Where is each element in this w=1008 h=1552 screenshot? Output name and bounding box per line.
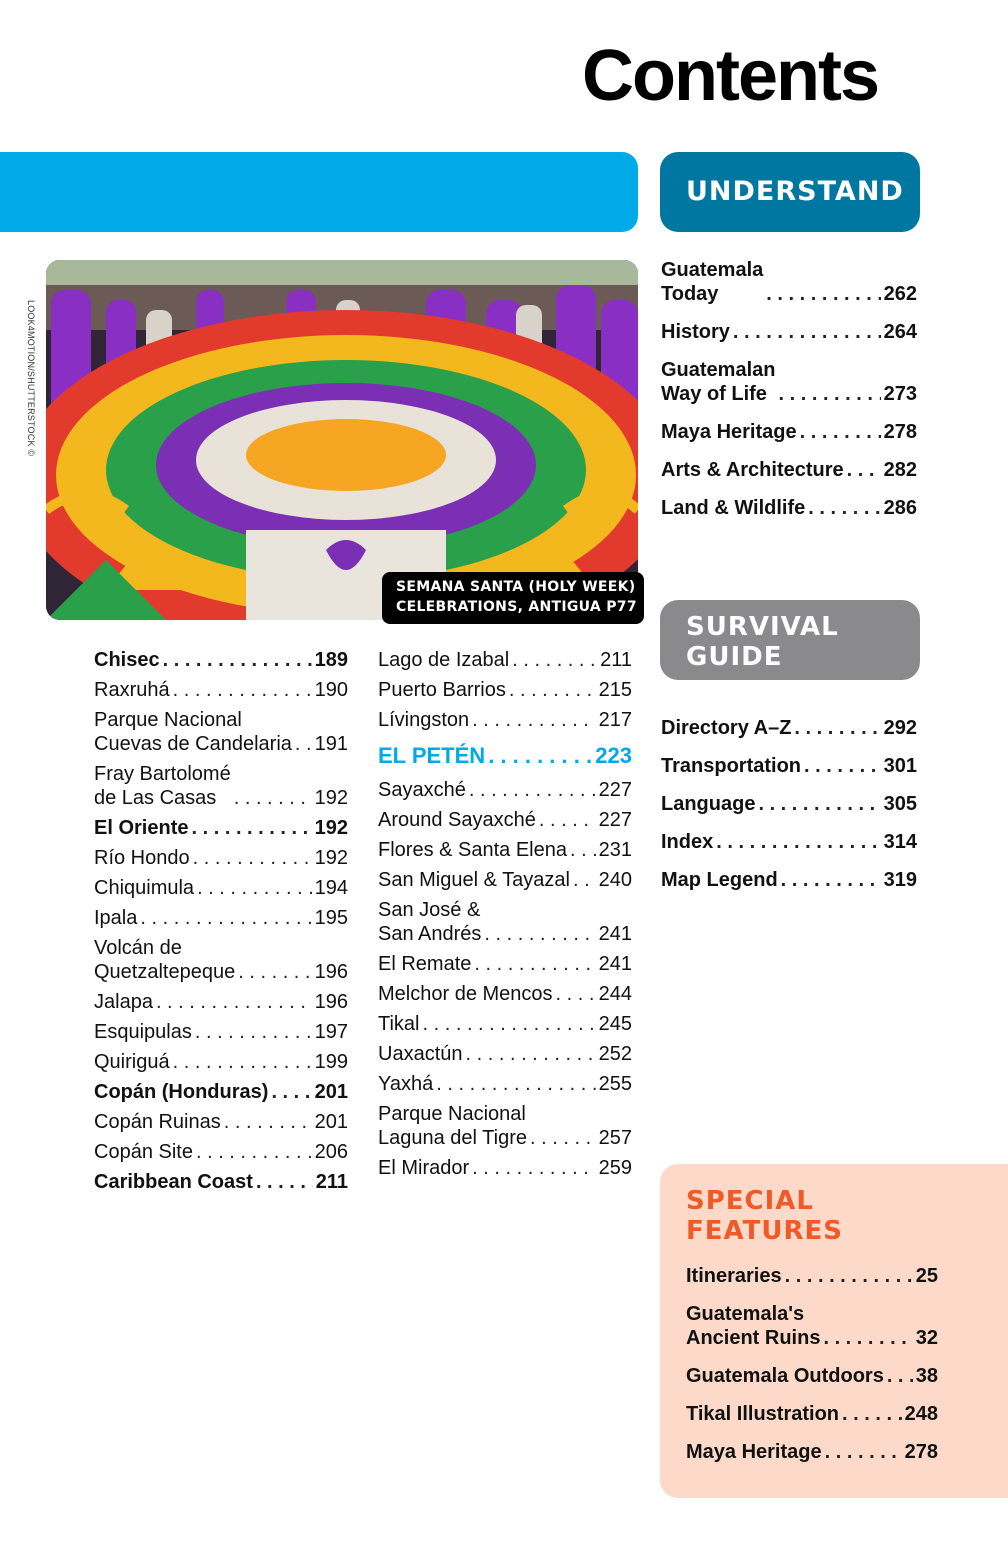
toc-entry-label: Río Hondo: [94, 847, 190, 869]
toc-entry[interactable]: [378, 838, 632, 862]
toc-entry-label: Maya Heritage: [686, 1441, 822, 1463]
toc-dot-leader: [472, 708, 595, 732]
toc-entry[interactable]: [94, 936, 348, 984]
toc-entry[interactable]: [94, 708, 348, 756]
toc-entry[interactable]: [661, 358, 917, 406]
toc-page-number: 273: [883, 383, 917, 405]
toc-entry-label: Puerto Barrios: [378, 679, 506, 701]
toc-entry[interactable]: [94, 990, 348, 1014]
toc-entry-label: Ipala: [94, 907, 138, 929]
toc-dot-leader: [196, 1140, 312, 1164]
toc-page-number: 223: [595, 743, 632, 768]
toc-entry[interactable]: [661, 420, 917, 444]
toc-entry[interactable]: [378, 808, 632, 832]
toc-entry[interactable]: [94, 1110, 348, 1134]
toc-entry-label: Uaxactún: [378, 1043, 463, 1065]
toc-entry[interactable]: [686, 1264, 938, 1288]
toc-page-number: 244: [598, 983, 632, 1005]
toc-entry-label: Parque Nacional Laguna del Tigre: [378, 1103, 528, 1149]
toc-page-number: 257: [598, 1127, 632, 1149]
toc-dot-leader: [530, 1126, 596, 1150]
toc-dot-leader: [173, 1050, 312, 1074]
toc-page-number: 292: [883, 717, 917, 739]
toc-dot-leader: [140, 906, 311, 930]
toc-page-number: 189: [314, 649, 348, 671]
toc-entry-label: Language: [661, 793, 756, 815]
toc-entry-label: El Oriente: [94, 817, 189, 839]
toc-entry[interactable]: [378, 1102, 632, 1150]
toc-page-number: 211: [315, 1171, 348, 1193]
toc-page-number: 227: [598, 779, 632, 801]
toc-entry-label: Flores & Santa Elena: [378, 839, 567, 861]
toc-section-heading[interactable]: [378, 744, 632, 768]
toc-dot-leader: [156, 990, 312, 1014]
toc-dot-leader: [716, 830, 880, 854]
toc-page-number: 192: [314, 847, 348, 869]
toc-dot-leader: [256, 1170, 313, 1194]
toc-dot-leader: [173, 678, 312, 702]
toc-dot-leader: [539, 808, 596, 832]
toc-dot-leader: [887, 1364, 913, 1388]
toc-entry[interactable]: [661, 716, 917, 740]
understand-heading: UNDERSTAND: [660, 152, 920, 232]
toc-page-number: 201: [314, 1111, 348, 1133]
toc-page-number: 190: [314, 679, 348, 701]
toc-dot-leader: [191, 816, 311, 840]
toc-entry[interactable]: [661, 830, 917, 854]
toc-page-number: 286: [883, 497, 917, 519]
toc-dot-leader: [238, 960, 311, 984]
toc-dot-leader: [800, 420, 881, 444]
toc-entry-label: Guatemala's Ancient Ruins: [686, 1303, 821, 1349]
special-features-heading: SPECIAL FEATURES: [686, 1186, 843, 1246]
toc-dot-leader: [469, 778, 596, 802]
toc-dot-leader: [781, 868, 881, 892]
toc-entry[interactable]: [94, 1050, 348, 1074]
toc-dot-leader: [842, 1402, 902, 1426]
toc-entry-label: Guatemala Outdoors: [686, 1365, 884, 1387]
toc-entry-label: Raxruhá: [94, 679, 170, 701]
toc-dot-leader: [785, 1264, 913, 1288]
toc-dot-leader: [422, 1012, 595, 1036]
toc-entry[interactable]: [94, 876, 348, 900]
toc-entry[interactable]: [94, 1140, 348, 1164]
toc-page-number: 278: [904, 1441, 938, 1463]
toc-entry-label: Guatemalan Way of Life: [661, 359, 776, 405]
toc-dot-leader: [472, 1156, 595, 1180]
toc-dot-leader: [825, 1440, 902, 1464]
toc-column-middle: [378, 648, 632, 1186]
toc-entry-label: Chiquimula: [94, 877, 195, 899]
toc-entry[interactable]: [661, 258, 917, 306]
toc-dot-leader: [512, 648, 597, 672]
toc-entry-label: Directory A–Z: [661, 717, 792, 739]
toc-entry[interactable]: [94, 906, 348, 930]
toc-page-number: 282: [883, 459, 917, 481]
toc-entry[interactable]: [94, 1170, 348, 1194]
toc-dot-leader: [778, 382, 880, 406]
toc-entry[interactable]: [661, 320, 917, 344]
toc-entry-label: Copán Site: [94, 1141, 193, 1163]
toc-dot-leader: [197, 876, 312, 900]
toc-entry-label: Copán Ruinas: [94, 1111, 221, 1133]
toc-entry[interactable]: [661, 496, 917, 520]
toc-entry[interactable]: [378, 868, 632, 892]
toc-entry-label: El Remate: [378, 953, 472, 975]
toc-page-number: 215: [598, 679, 632, 701]
toc-page-number: 217: [598, 709, 632, 731]
decorative-blue-bar: [0, 152, 638, 232]
toc-entry[interactable]: [94, 648, 348, 672]
toc-entry[interactable]: [378, 678, 632, 702]
toc-entry[interactable]: [661, 792, 917, 816]
toc-dot-leader: [758, 792, 880, 816]
toc-entry-label: Transportation: [661, 755, 802, 777]
toc-dot-leader: [488, 744, 592, 768]
toc-dot-leader: [193, 846, 312, 870]
toc-page-number: 314: [883, 831, 917, 853]
toc-page-number: 245: [598, 1013, 632, 1035]
toc-entry-label: Around Sayaxché: [378, 809, 536, 831]
toc-page-number: 231: [598, 839, 632, 861]
photo-credit: LOOK4MOTION/SHUTTERSTOCK ©: [26, 300, 36, 457]
toc-page-number: 262: [883, 283, 917, 305]
toc-entry-label: Land & Wildlife: [661, 497, 806, 519]
toc-dot-leader: [570, 838, 596, 862]
toc-entry[interactable]: [378, 898, 632, 946]
understand-list: [661, 258, 917, 534]
toc-dot-leader: [295, 732, 312, 756]
toc-dot-leader: [224, 1110, 312, 1134]
toc-entry[interactable]: [378, 1012, 632, 1036]
toc-page-number: 319: [883, 869, 917, 891]
toc-dot-leader: [436, 1072, 595, 1096]
toc-page-number: 252: [598, 1043, 632, 1065]
toc-dot-leader: [847, 458, 881, 482]
toc-entry-label: Arts & Architecture: [661, 459, 844, 481]
toc-entry[interactable]: [661, 754, 917, 778]
toc-entry[interactable]: [686, 1440, 938, 1464]
toc-entry-label: Sayaxché: [378, 779, 466, 801]
toc-entry[interactable]: [378, 778, 632, 802]
toc-page-number: 241: [598, 923, 632, 945]
toc-entry[interactable]: [686, 1402, 938, 1426]
toc-page-number: 255: [598, 1073, 632, 1095]
special-features-list: [686, 1264, 938, 1478]
toc-entry-label: Caribbean Coast: [94, 1171, 253, 1193]
toc-dot-leader: [466, 1042, 596, 1066]
toc-page-number: 192: [314, 817, 348, 839]
toc-page-number: 191: [314, 733, 348, 755]
toc-entry[interactable]: [661, 458, 917, 482]
toc-page-number: 278: [883, 421, 917, 443]
toc-entry-label: Tikal: [378, 1013, 420, 1035]
photo-caption: SEMANA SANTA (HOLY WEEK) CELEBRATIONS, ANTIGUA P77: [382, 572, 644, 624]
toc-page-number: 192: [314, 787, 348, 809]
toc-dot-leader: [766, 282, 880, 306]
toc-entry[interactable]: [378, 708, 632, 732]
toc-entry[interactable]: [378, 982, 632, 1006]
toc-page-number: 194: [314, 877, 348, 899]
toc-dot-leader: [823, 1326, 912, 1350]
toc-entry[interactable]: [378, 952, 632, 976]
toc-page-number: 264: [883, 321, 917, 343]
toc-entry-label: Melchor de Mencos: [378, 983, 553, 1005]
toc-page-number: 248: [904, 1403, 938, 1425]
toc-page-number: 38: [915, 1365, 938, 1387]
toc-entry-label: Jalapa: [94, 991, 153, 1013]
toc-page-number: 196: [314, 991, 348, 1013]
toc-page-number: 32: [915, 1327, 938, 1349]
toc-dot-leader: [573, 868, 596, 892]
toc-entry[interactable]: [94, 1020, 348, 1044]
toc-page-number: 196: [314, 961, 348, 983]
toc-page-number: 211: [600, 649, 632, 671]
toc-entry[interactable]: [378, 1072, 632, 1096]
toc-page-number: 201: [314, 1081, 348, 1103]
toc-page-number: 240: [598, 869, 632, 891]
toc-entry[interactable]: [94, 678, 348, 702]
toc-entry-label: EL PETÉN: [378, 743, 486, 768]
toc-entry-label: Map Legend: [661, 869, 778, 891]
toc-page-number: 241: [598, 953, 632, 975]
survival-guide-list: [661, 716, 917, 906]
toc-page-number: 301: [883, 755, 917, 777]
toc-entry[interactable]: [94, 816, 348, 840]
toc-dot-leader: [234, 786, 312, 810]
toc-entry-label: Esquipulas: [94, 1021, 192, 1043]
toc-dot-leader: [556, 982, 596, 1006]
toc-page-number: 197: [314, 1021, 348, 1043]
toc-page-number: 259: [598, 1157, 632, 1179]
toc-dot-leader: [484, 922, 595, 946]
toc-entry[interactable]: [661, 868, 917, 892]
toc-page-number: 199: [314, 1051, 348, 1073]
page-title: Contents: [582, 36, 878, 116]
survival-guide-heading: SURVIVAL GUIDE: [660, 600, 920, 680]
toc-entry-label: Tikal Illustration: [686, 1403, 839, 1425]
toc-entry-label: History: [661, 321, 730, 343]
toc-entry-label: Yaxhá: [378, 1073, 434, 1095]
toc-page-number: 206: [314, 1141, 348, 1163]
toc-dot-leader: [474, 952, 595, 976]
toc-entry-label: Fray Bartolomé de Las Casas: [94, 763, 231, 809]
toc-dot-leader: [163, 648, 312, 672]
cover-photo: [46, 260, 638, 620]
flower-carpet-illustration: [46, 260, 638, 620]
toc-page-number: 305: [883, 793, 917, 815]
toc-entry-label: Index: [661, 831, 714, 853]
toc-entry-label: Volcán de Quetzaltepeque: [94, 937, 236, 983]
toc-entry-label: Chisec: [94, 649, 160, 671]
toc-entry-label: San José & San Andrés: [378, 899, 482, 945]
toc-entry-label: Copán (Honduras): [94, 1081, 269, 1103]
toc-entry-label: Itineraries: [686, 1265, 782, 1287]
toc-dot-leader: [794, 716, 880, 740]
toc-entry[interactable]: [94, 846, 348, 870]
toc-dot-leader: [509, 678, 596, 702]
toc-entry-label: Guatemala Today: [661, 259, 764, 305]
toc-entry-label: El Mirador: [378, 1157, 470, 1179]
toc-entry[interactable]: [94, 762, 348, 810]
toc-dot-leader: [271, 1080, 311, 1104]
toc-column-left: [94, 648, 348, 1200]
toc-entry[interactable]: [378, 648, 632, 672]
toc-entry[interactable]: [378, 1156, 632, 1180]
toc-dot-leader: [804, 754, 881, 778]
toc-entry-label: San Miguel & Tayazal: [378, 869, 570, 891]
toc-entry-label: Parque Nacional Cuevas de Candelaria: [94, 709, 292, 755]
toc-page-number: 227: [598, 809, 632, 831]
toc-dot-leader: [808, 496, 880, 520]
toc-entry-label: Lago de Izabal: [378, 649, 510, 671]
toc-entry-label: Quiriguá: [94, 1051, 170, 1073]
toc-page-number: 25: [915, 1265, 938, 1287]
toc-entry-label: Lívingston: [378, 709, 470, 731]
toc-dot-leader: [733, 320, 881, 344]
toc-entry[interactable]: [378, 1042, 632, 1066]
toc-page-number: 195: [314, 907, 348, 929]
toc-dot-leader: [195, 1020, 312, 1044]
toc-entry[interactable]: [686, 1302, 938, 1350]
toc-entry-label: Maya Heritage: [661, 421, 797, 443]
toc-entry[interactable]: [686, 1364, 938, 1388]
toc-entry[interactable]: [94, 1080, 348, 1104]
